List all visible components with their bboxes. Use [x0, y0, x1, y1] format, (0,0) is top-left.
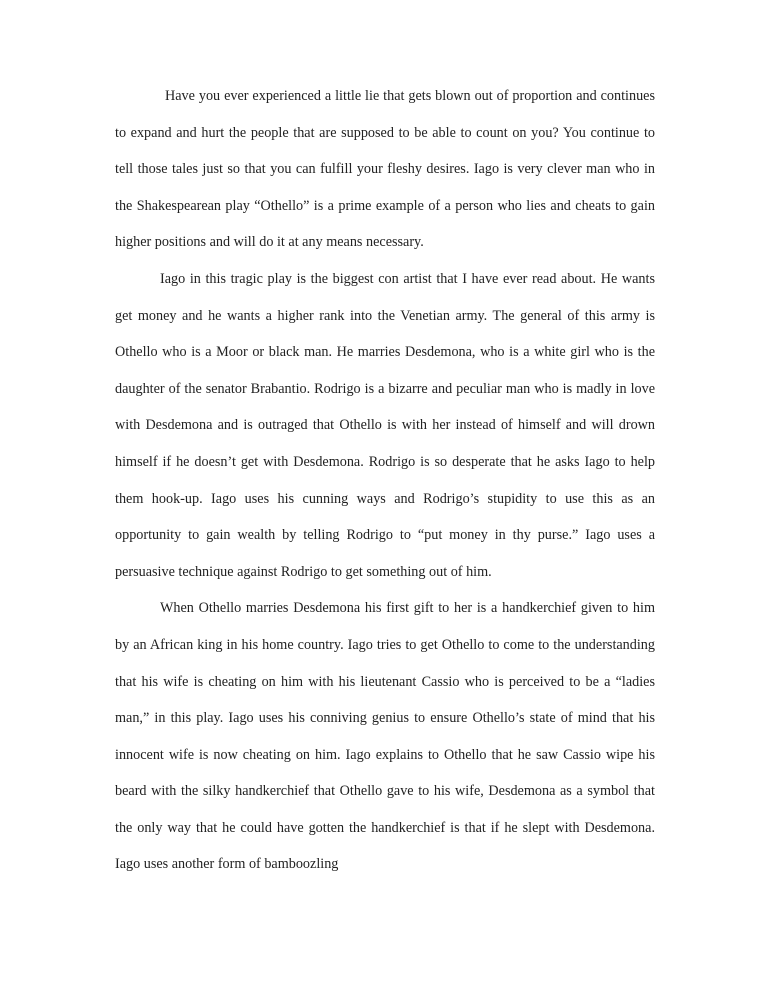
- paragraph-2: Iago in this tragic play is the biggest con artist that I have ever read about. He wants get money and he wants a higher rank into the Venetian army. The general of this army is Othello who is a Moor or black man. He marries Desdemona, who is a white girl who is the daughter of the senator Brabantio. Rodrigo is a bizarre and peculiar man who is madly in love with Desdemona and is outraged that Othello is with her instead of himself and will drown himself if he doesn’t get with Desdemona. Rodrigo is so desperate that he asks Iago to help them hook-up. Iago uses his cunning ways and Rodrigo’s stupidity to use this as an opportunity to gain wealth by telling Rodrigo to “put money in thy purse.” Iago uses a persuasive technique against Rodrigo to get something out of him.: [115, 270, 655, 580]
- document-page: [115, 78, 655, 883]
- paragraph-1: Have you ever experienced a little lie that gets blown out of proportion and continues to expand and hurt the people that are supposed to be able to count on you? You continue to tell those tales just so that you can fulfill your fleshy desires. Iago is very clever man who in the Shakespearean play “Othello” is a prime example of a person who lies and cheats to gain higher positions and will do it at any means necessary.: [115, 88, 655, 251]
- paragraph-3: When Othello marries Desdemona his first gift to her is a handkerchief given to him by an African king in his home country. Iago tries to get Othello to come to the understanding that his wife is cheating on him with his lieutenant Cassio who is perceived to be a “ladies man,” in this play. Iago uses his conniving genius to ensure Othello’s state of mind that his innocent wife is now cheating on him. Iago explains to Othello that he saw Cassio wipe his beard with the silky handkerchief that Othello gave to his wife, Desdemona as a symbol that the only way that he could have gotten the handkerchief is that if he slept with Desdemona. Iago uses another form of bamboozling: [115, 600, 655, 873]
